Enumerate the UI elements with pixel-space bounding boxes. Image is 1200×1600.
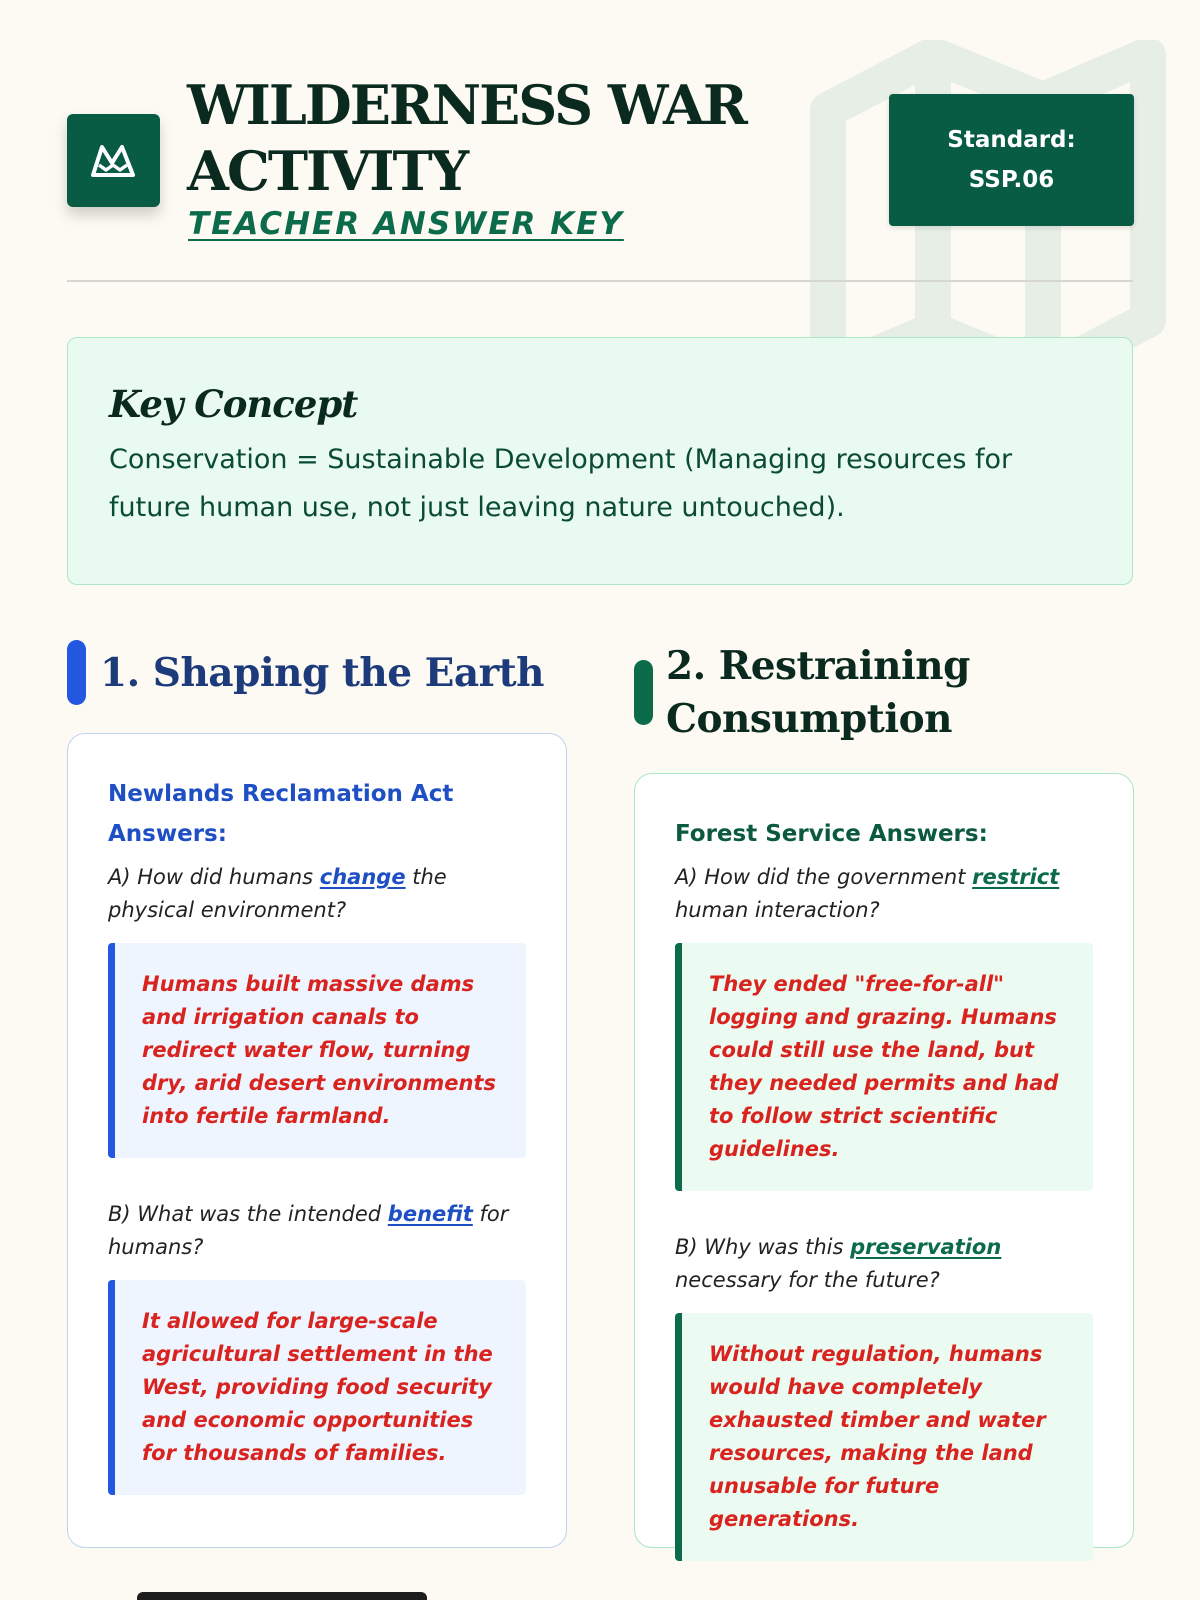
header-divider [67, 280, 1133, 282]
key-concept-body: Conservation = Sustainable Development (Managing resources for future human use, not just leaving nature untouched). [109, 444, 1013, 523]
logo-badge [67, 114, 160, 207]
page-subtitle: TEACHER ANSWER KEY [188, 206, 624, 242]
key-concept-box [67, 337, 1133, 585]
section2-answer-b: Without regulation, humans would have completely exhausted timber and water resources, making the land unusable for future generations. [675, 1313, 1093, 1561]
section1-question-a [108, 861, 526, 927]
question-text: B) What was the intended [108, 1202, 388, 1226]
section1-answer-b: It allowed for large-scale agricultural settlement in the West, providing food security and economic opportunities for thousands of families. [108, 1280, 526, 1495]
section2-answer-a: They ended "free-for-all" logging and grazing. Humans could still use the land, but they needed permits and had to follow strict scientific guidelines. [675, 943, 1093, 1191]
question-text: B) Why was this [675, 1235, 851, 1259]
keyword-preservation: preservation [850, 1235, 1002, 1259]
keyword-benefit: benefit [387, 1202, 473, 1226]
question-text: human interaction? [675, 898, 880, 922]
page-title: WILDERNESS WAR ACTIVITY [187, 73, 746, 203]
section1-heading: 1. Shaping the Earth [100, 650, 545, 696]
footer-bar [137, 1592, 427, 1600]
question-text: A) How did the government [675, 865, 973, 889]
section1-card-title: Newlands Reclamation Act Answers: [108, 781, 454, 847]
section1-answer-a: Humans built massive dams and irrigation canals to redirect water flow, turning dry, arid desert environments into fertile farmland. [108, 943, 526, 1158]
section2-card [634, 773, 1134, 1548]
section2-heading: 2. Restraining Consumption [666, 643, 970, 742]
section2-question-a [675, 861, 1093, 927]
mountain-icon [89, 139, 139, 183]
standard-badge [889, 94, 1134, 226]
section2-card-title: Forest Service Answers: [675, 821, 988, 847]
section1-accent-bar [67, 640, 86, 705]
standard-value: SSP.06 [968, 167, 1055, 193]
page-header [67, 72, 1133, 282]
key-concept-title: Key Concept [109, 382, 358, 426]
keyword-change: change [319, 865, 406, 889]
section2-question-b [675, 1231, 1093, 1297]
question-text: the physical environment? [108, 865, 447, 922]
question-text: A) How did humans [108, 865, 320, 889]
question-text: for humans? [108, 1202, 509, 1259]
keyword-restrict: restrict [972, 865, 1060, 889]
question-text: necessary for the future? [675, 1268, 940, 1292]
section1-card [67, 733, 567, 1548]
section2-accent-bar [634, 660, 653, 725]
standard-label: Standard: [947, 127, 1076, 153]
section1-question-b [108, 1198, 526, 1264]
